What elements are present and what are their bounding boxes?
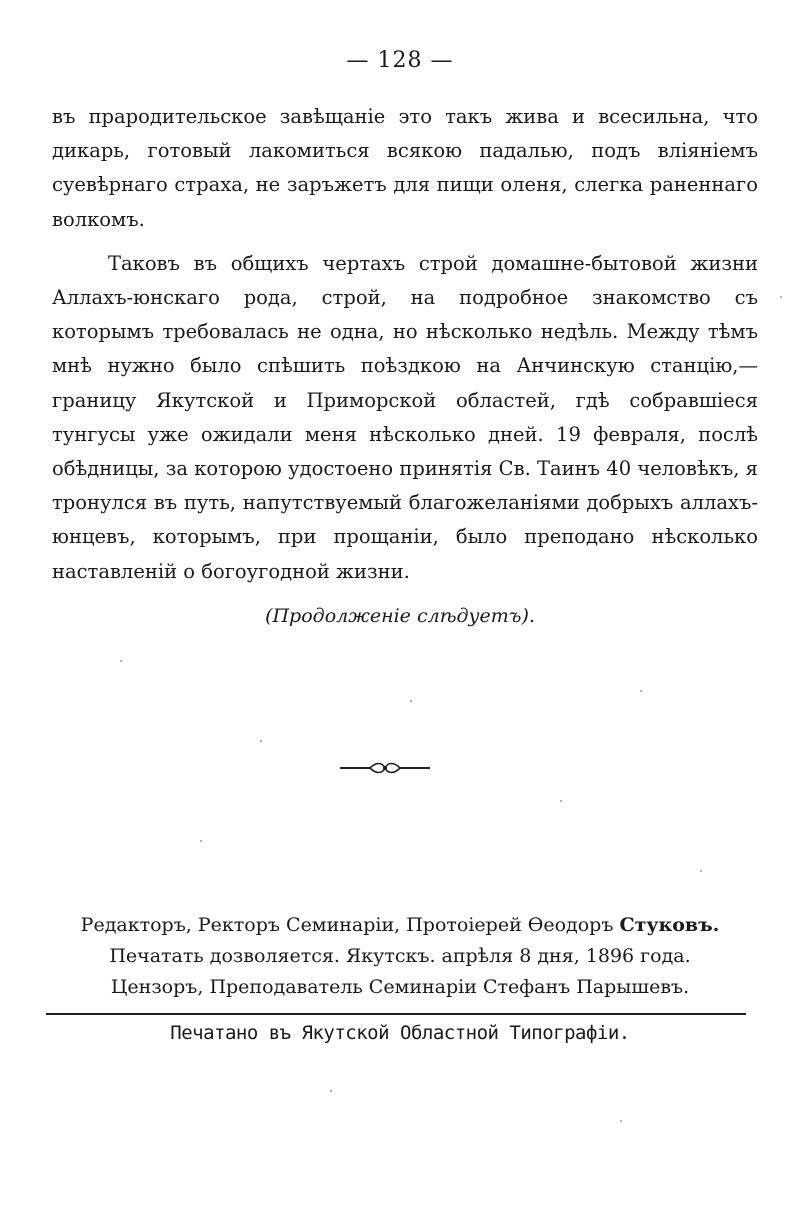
printer-line: Печатано въ Якутской Областной Типографіи. <box>170 1022 630 1044</box>
permission-line: Печатать дозволяется. Якутскъ. апрѣля 8 дня, 1896 года. <box>109 945 691 967</box>
scan-speck <box>260 740 262 742</box>
scan-speck <box>780 296 782 298</box>
editor-line <box>0 910 800 941</box>
scan-speck <box>330 1090 332 1092</box>
body-text <box>52 100 758 589</box>
paragraph-1: въ прародительское завѣщаніе это такъ жива и всесильна, что дикарь, готовый лакомиться всякою падалью, подъ вліяніемъ суевѣрнаго страха, не заръжетъ для пищи оленя, слегка раненнаго волкомъ. <box>52 105 758 231</box>
scan-speck <box>640 690 642 692</box>
editor-name: Стуковъ. <box>619 914 720 936</box>
ornament-divider-icon <box>340 760 430 776</box>
paragraph-2: Таковъ въ общихъ чертахъ строй домашне-бытовой жизни Аллахъ-юнскаго рода, строй, на подробное знакомство съ которымъ требовалась не одна, но нѣсколько недѣль. Между тѣмъ мнѣ нужно было спѣшить поѣздкою на Анчинскую станцію,— границу Якутской и Приморской областей, гдѣ собравшіеся тунгусы уже ожидали меня нѣсколько дней. 19 февраля, послѣ обѣдницы, за которою удостоено принятія Св. Таинъ 40 человѣкъ, я тронулся въ путь, напутствуемый благожеланіями добрыхъ аллахъ-юнцевъ, которымъ, при прощаніи, было преподано нѣсколько наставленій о богоугодной жизни. <box>52 251 758 583</box>
scan-speck <box>700 870 702 872</box>
scan-speck <box>620 1120 622 1122</box>
page-number: — 128 — <box>346 48 454 73</box>
scan-speck <box>410 700 412 702</box>
credits-block <box>0 910 800 1003</box>
censor-line: Цензоръ, Преподаватель Семинаріи Стефанъ Парышевъ. <box>110 976 690 998</box>
continued-note: (Продолженіе слѣдуетъ). <box>265 605 535 627</box>
scan-speck <box>200 840 202 842</box>
editor-line-text: Редакторъ, Ректоръ Семинаріи, Протоіерей Ѳеодоръ <box>80 914 620 936</box>
scan-speck <box>120 660 122 662</box>
scan-speck <box>560 800 562 802</box>
horizontal-rule <box>46 1013 746 1015</box>
